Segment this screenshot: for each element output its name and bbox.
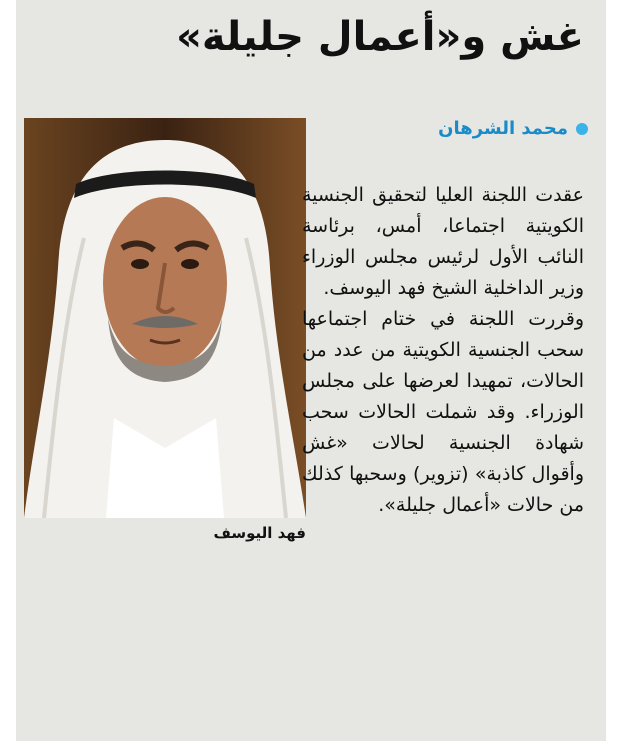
portrait-illustration (24, 118, 306, 518)
article-paragraph: وقررت اللجنة في ختام اجتماعها سحب الجنسية الكويتية من عدد من الحالات، تمهيدا لعرضها على مجلس الوزراء. وقد شملت الحالات سحب شهادة الجنسية لحالات «غش وأقوال كاذبة» (تزوير) وسحبها كذلك من حالات «أعمال جليلة». (302, 308, 584, 516)
portrait-photo (24, 118, 306, 518)
bullet-dot-icon (576, 123, 588, 135)
newspaper-clipping (16, 0, 606, 741)
headline: غش و«أعمال جليلة» (176, 14, 584, 60)
article-body (302, 180, 584, 521)
byline (438, 118, 588, 139)
article-paragraph: عقدت اللجنة العليا لتحقيق الجنسية الكويتية اجتماعا، أمس، برئاسة النائب الأول لرئيس مجلس الوزراء وزير الداخلية الشيخ فهد اليوسف. (302, 184, 584, 299)
author-name: محمد الشرهان (438, 118, 568, 139)
photo-caption: فهد اليوسف (213, 524, 306, 542)
